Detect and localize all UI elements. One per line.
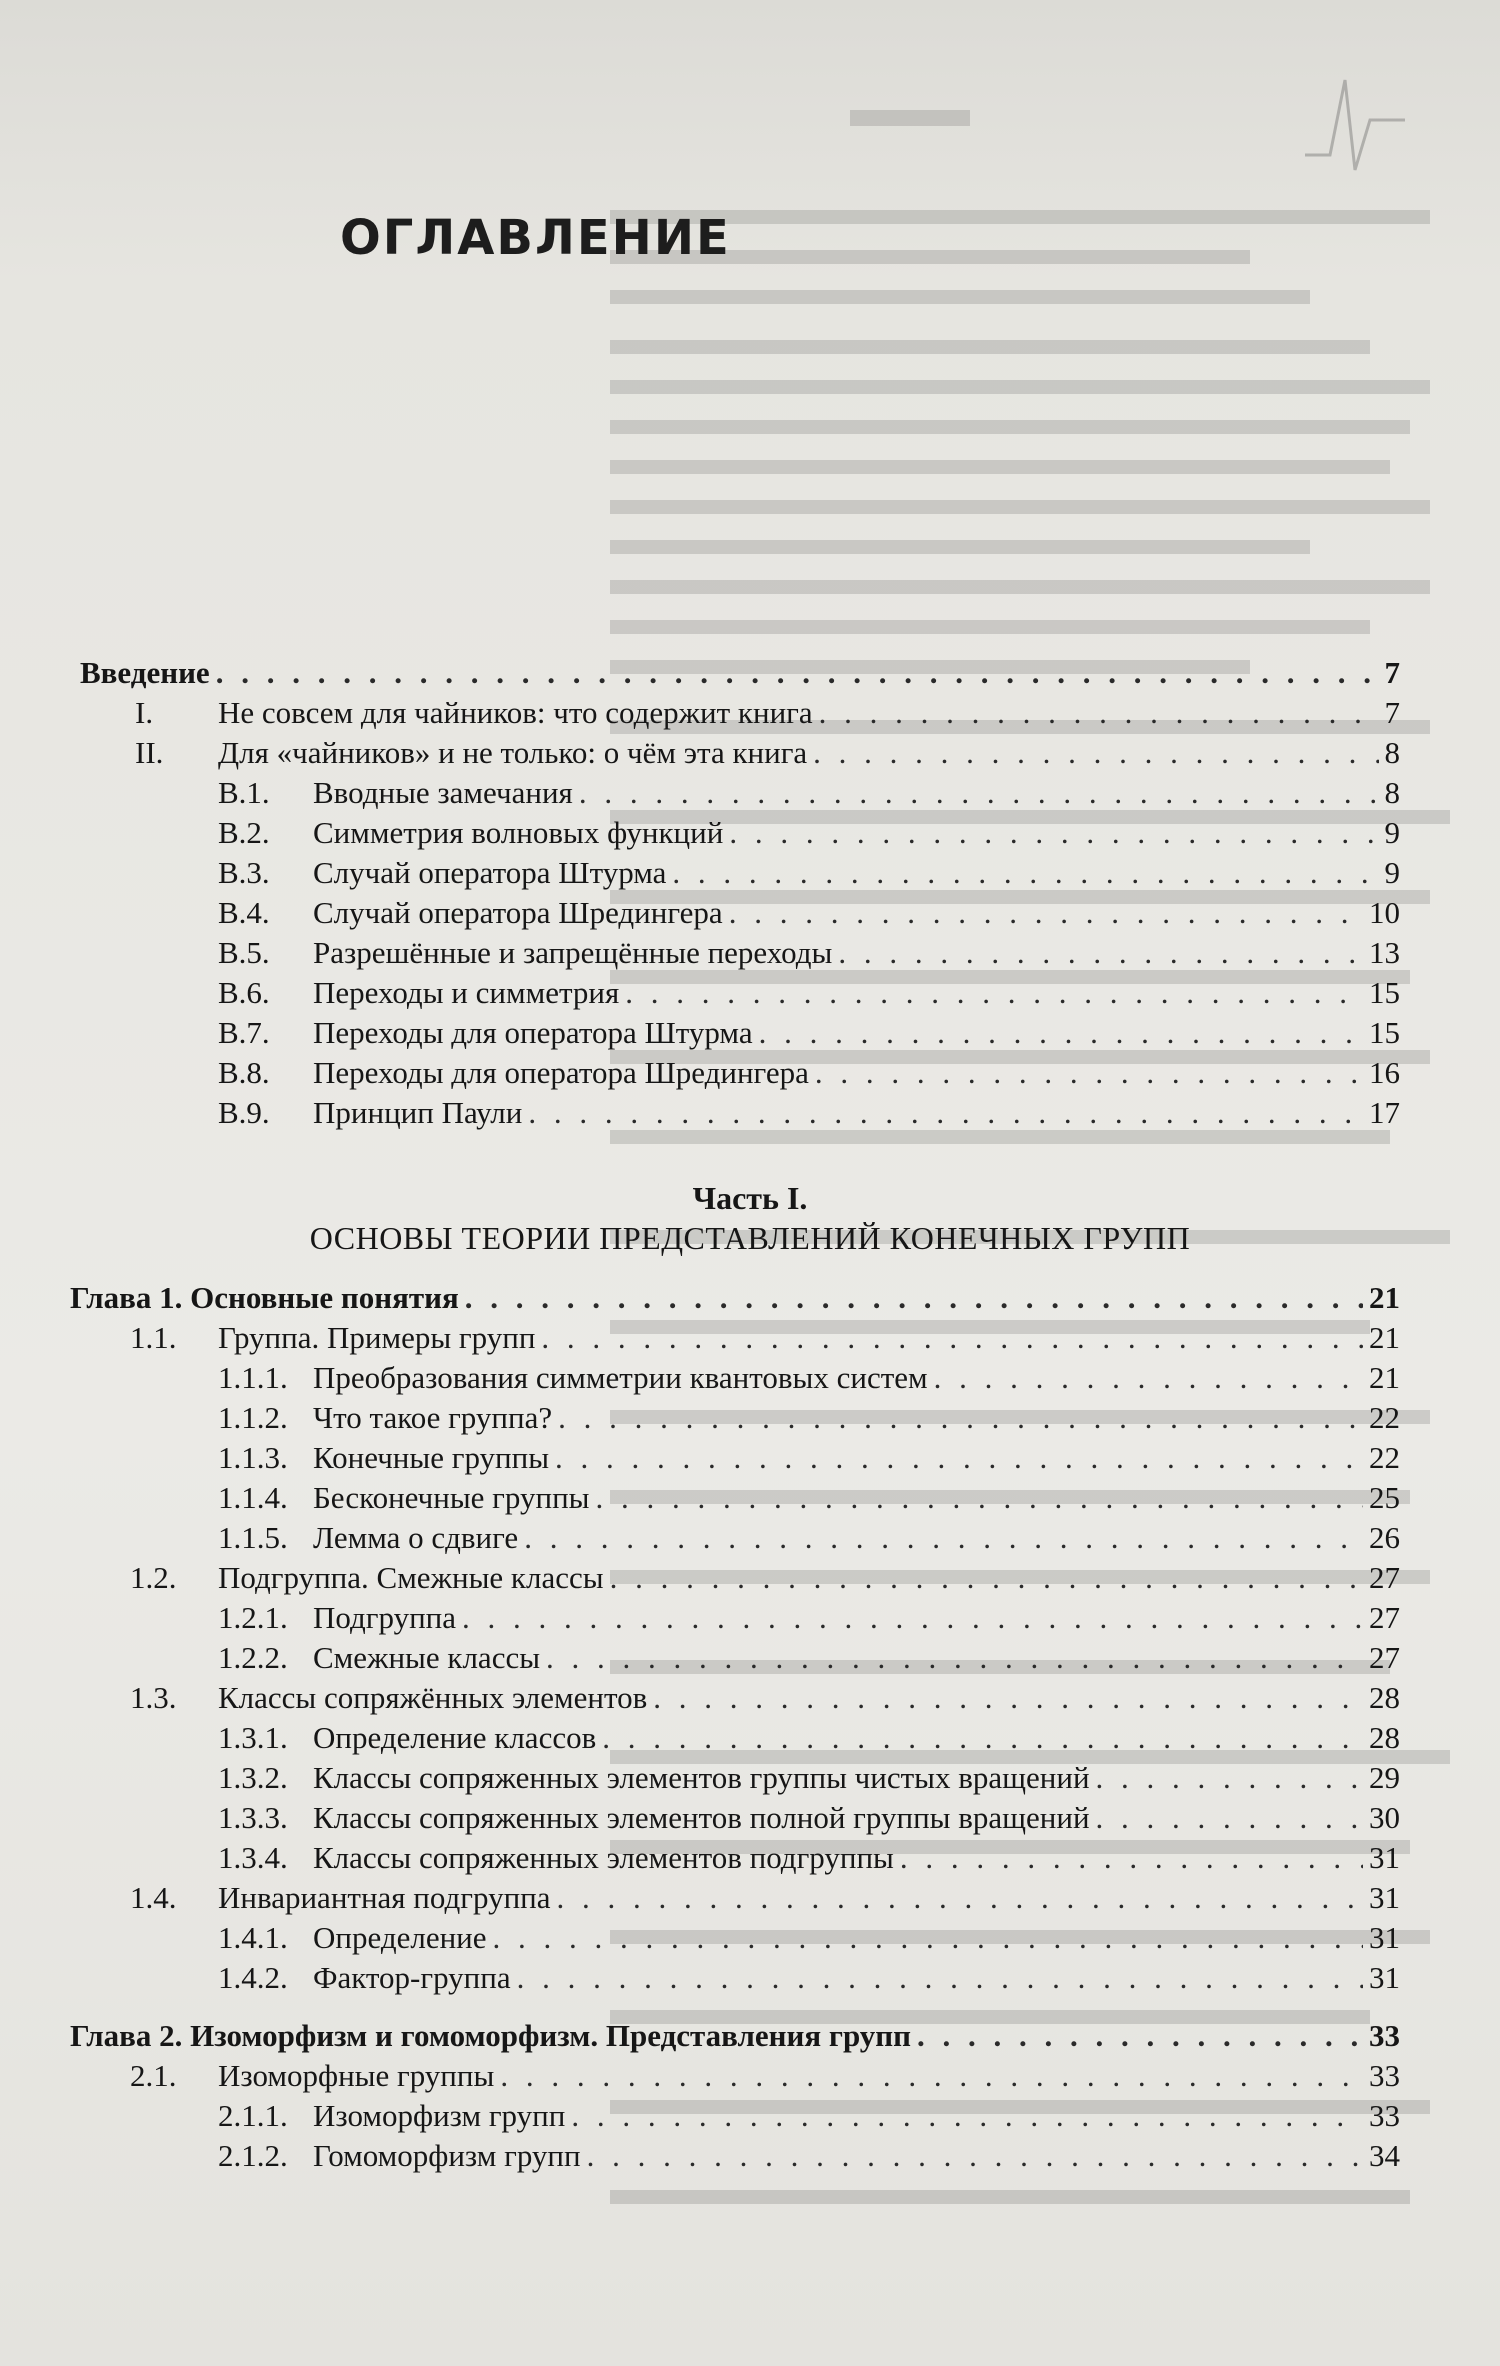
toc-title: Инвариантная подгруппа <box>218 1880 551 1915</box>
dot-leader <box>729 813 1378 853</box>
toc-subsection[interactable] <box>0 1438 1500 1478</box>
toc-title: Случай оператора Шредингера <box>313 895 723 930</box>
toc-page: 21 <box>1369 1320 1400 1355</box>
dot-leader <box>917 2016 1363 2056</box>
toc-title: Принцип Паули <box>313 1095 523 1130</box>
toc-subsection[interactable] <box>0 2136 1500 2176</box>
toc-number: B.9. <box>218 1095 270 1130</box>
toc-title: Подгруппа. Смежные классы <box>218 1560 604 1595</box>
toc-page: 22 <box>1369 1440 1400 1475</box>
dot-leader <box>813 733 1378 773</box>
toc-number: 1.4.2. <box>218 1960 288 1995</box>
toc-section[interactable] <box>0 1678 1500 1718</box>
toc-number: I. <box>135 695 154 730</box>
toc-page: 27 <box>1369 1640 1400 1675</box>
toc-number: 1.4. <box>130 1880 177 1915</box>
dot-leader <box>934 1358 1363 1398</box>
toc-title: Определение классов <box>313 1720 597 1755</box>
toc-page: 8 <box>1384 775 1400 810</box>
toc-chapter-2[interactable] <box>0 2016 1500 2056</box>
toc-title: Переходы для оператора Штурма <box>313 1015 753 1050</box>
toc-title: Лемма о сдвиге <box>313 1520 519 1555</box>
dot-leader <box>759 1013 1363 1053</box>
toc-subsection[interactable] <box>0 973 1500 1013</box>
toc-number: 1.1.3. <box>218 1440 288 1475</box>
toc-page: 34 <box>1369 2138 1400 2173</box>
toc-title: Изоморфизм групп <box>313 2098 566 2133</box>
dot-leader <box>610 1558 1363 1598</box>
toc-page: 15 <box>1369 975 1400 1010</box>
dot-leader <box>528 1093 1363 1133</box>
toc-page: 27 <box>1369 1560 1400 1595</box>
toc-subsection[interactable] <box>0 1358 1500 1398</box>
toc-page: 33 <box>1369 2098 1400 2133</box>
toc-title: Симметрия волновых функций <box>313 815 724 850</box>
toc-page: 10 <box>1369 895 1400 930</box>
toc-page: 31 <box>1369 1920 1400 1955</box>
toc-number: 1.4.1. <box>218 1920 288 1955</box>
dot-leader <box>1096 1798 1363 1838</box>
part-label: Часть I. <box>692 1180 808 1216</box>
toc-chapter-title: Глава 2. Изоморфизм и гомоморфизм. Представления групп <box>70 2018 911 2053</box>
toc-section[interactable] <box>0 733 1500 773</box>
toc-subsection[interactable] <box>0 933 1500 973</box>
dot-leader <box>819 693 1379 733</box>
toc-section[interactable] <box>0 2056 1500 2096</box>
toc-subsection[interactable] <box>0 1518 1500 1558</box>
toc-subsection[interactable] <box>0 893 1500 933</box>
toc-chapter-1[interactable] <box>0 1278 1500 1318</box>
toc-number: 1.2. <box>130 1560 177 1595</box>
dot-leader <box>558 1398 1363 1438</box>
toc-number: 1.1. <box>130 1320 177 1355</box>
toc-number: B.2. <box>218 815 270 850</box>
toc-title: Определение <box>313 1920 487 1955</box>
dot-leader <box>571 2096 1363 2136</box>
toc-subsection[interactable] <box>0 1093 1500 1133</box>
toc-subsection[interactable] <box>0 813 1500 853</box>
toc-subsection[interactable] <box>0 1013 1500 1053</box>
toc-subsection[interactable] <box>0 1398 1500 1438</box>
toc-chapter-title: Глава 1. Основные понятия <box>70 1280 459 1315</box>
toc-number: B.4. <box>218 895 270 930</box>
toc-number: 1.3. <box>130 1680 177 1715</box>
toc-number: 1.2.1. <box>218 1600 288 1635</box>
toc-page: 8 <box>1384 735 1400 770</box>
toc-subsection[interactable] <box>0 1053 1500 1093</box>
toc-number: 1.1.1. <box>218 1360 288 1395</box>
toc-title: Вводные замечания <box>313 775 573 810</box>
toc-intro[interactable] <box>0 653 1500 693</box>
toc-page: 21 <box>1369 1360 1400 1395</box>
toc-page: 15 <box>1369 1015 1400 1050</box>
toc-number: 1.3.1. <box>218 1720 288 1755</box>
toc-title: Классы сопряженных элементов полной группы вращений <box>313 1800 1090 1835</box>
page-title: ОГЛАВЛЕНИЕ <box>340 210 731 266</box>
toc-section[interactable] <box>0 1318 1500 1358</box>
toc-subsection[interactable] <box>0 1478 1500 1518</box>
toc-subsection[interactable] <box>0 1758 1500 1798</box>
toc-title: Переходы и симметрия <box>313 975 620 1010</box>
toc-page: 26 <box>1369 1520 1400 1555</box>
toc-number: 1.1.5. <box>218 1520 288 1555</box>
toc-title: Классы сопряженных элементов группы чистых вращений <box>313 1760 1090 1795</box>
dot-leader <box>524 1518 1363 1558</box>
toc-title: Смежные классы <box>313 1640 541 1675</box>
toc-chapter-page: 33 <box>1369 2018 1400 2053</box>
toc-intro-page: 7 <box>1384 655 1400 690</box>
toc-section[interactable] <box>0 1878 1500 1918</box>
toc-number: B.5. <box>218 935 270 970</box>
dot-leader <box>546 1638 1363 1678</box>
dot-leader <box>557 1878 1363 1918</box>
toc-number: 1.3.4. <box>218 1840 288 1875</box>
toc-number: B.7. <box>218 1015 270 1050</box>
toc-page: 31 <box>1369 1880 1400 1915</box>
dot-leader <box>541 1318 1363 1358</box>
dot-leader <box>1096 1758 1363 1798</box>
toc-title: Группа. Примеры групп <box>218 1320 536 1355</box>
dot-leader <box>900 1838 1363 1878</box>
toc-page: 31 <box>1369 1960 1400 1995</box>
toc-page: 28 <box>1369 1720 1400 1755</box>
toc-page: 30 <box>1369 1800 1400 1835</box>
toc-title: Не совсем для чайников: что содержит книга <box>218 695 813 730</box>
toc-title: Классы сопряженных элементов подгруппы <box>313 1840 894 1875</box>
toc-number: 2.1.1. <box>218 2098 288 2133</box>
toc-title: Переходы для оператора Шредингера <box>313 1055 809 1090</box>
toc-number: 1.1.4. <box>218 1480 288 1515</box>
toc-title: Конечные группы <box>313 1440 550 1475</box>
toc-title: Случай оператора Штурма <box>313 855 667 890</box>
toc-page: 13 <box>1369 935 1400 970</box>
toc-number: 1.3.2. <box>218 1760 288 1795</box>
toc-title: Преобразования симметрии квантовых систем <box>313 1360 928 1395</box>
toc-title: Что такое группа? <box>313 1400 553 1435</box>
toc-subsection[interactable] <box>0 1958 1500 1998</box>
toc-page: 29 <box>1369 1760 1400 1795</box>
toc-page: 25 <box>1369 1480 1400 1515</box>
dot-leader <box>500 2056 1363 2096</box>
toc-page: 17 <box>1369 1095 1400 1130</box>
toc-title: Классы сопряжённых элементов <box>218 1680 648 1715</box>
toc-subsection[interactable] <box>0 1598 1500 1638</box>
dot-leader <box>838 933 1363 973</box>
toc-number: B.8. <box>218 1055 270 1090</box>
toc-subsection[interactable] <box>0 2096 1500 2136</box>
toc-number: II. <box>135 735 164 770</box>
dot-leader <box>555 1438 1363 1478</box>
toc-subsection[interactable] <box>0 1918 1500 1958</box>
toc-page: 28 <box>1369 1680 1400 1715</box>
toc-subsection[interactable] <box>0 853 1500 893</box>
toc-title: Разрешённые и запрещённые переходы <box>313 935 833 970</box>
toc-section[interactable] <box>0 1558 1500 1598</box>
toc-page: 27 <box>1369 1600 1400 1635</box>
dot-leader <box>493 1918 1363 1958</box>
toc-page: 22 <box>1369 1400 1400 1435</box>
toc-page: 33 <box>1369 2058 1400 2093</box>
toc-title: Подгруппа <box>313 1600 457 1635</box>
toc-number: 2.1. <box>130 2058 177 2093</box>
dot-leader <box>579 773 1379 813</box>
toc-number: 1.1.2. <box>218 1400 288 1435</box>
dot-leader <box>602 1718 1363 1758</box>
toc-title: Фактор-группа <box>313 1960 511 1995</box>
toc-intro-title: Введение <box>80 655 210 690</box>
toc-title: Для «чайников» и не только: о чём эта книга <box>218 735 808 770</box>
toc-page: 31 <box>1369 1840 1400 1875</box>
toc-title: Бесконечные группы <box>313 1480 590 1515</box>
toc-title: Гомоморфизм групп <box>313 2138 581 2173</box>
toc-page: 7 <box>1384 695 1400 730</box>
toc-page: 9 <box>1384 855 1400 890</box>
toc-number: 1.3.3. <box>218 1800 288 1835</box>
toc-number: 1.2.2. <box>218 1640 288 1675</box>
toc-title: Изоморфные группы <box>218 2058 495 2093</box>
dot-leader <box>672 853 1378 893</box>
toc-number: B.3. <box>218 855 270 890</box>
bleed-through-ornament-icon <box>1300 60 1410 180</box>
dot-leader <box>517 1958 1363 1998</box>
toc-number: B.1. <box>218 775 270 810</box>
dot-leader <box>729 893 1363 933</box>
toc-subsection[interactable] <box>0 1798 1500 1838</box>
toc-number: 2.1.2. <box>218 2138 288 2173</box>
toc-page: 16 <box>1369 1055 1400 1090</box>
dot-leader <box>815 1053 1363 1093</box>
toc-section[interactable] <box>0 693 1500 733</box>
dot-leader <box>462 1598 1363 1638</box>
part-title: ОСНОВЫ ТЕОРИИ ПРЕДСТАВЛЕНИЙ КОНЕЧНЫХ ГРУПП <box>309 1220 1191 1256</box>
toc-subsection[interactable] <box>0 1718 1500 1758</box>
dot-leader <box>653 1678 1363 1718</box>
dot-leader <box>216 653 1379 693</box>
dot-leader <box>596 1478 1364 1518</box>
toc-chapter-page: 21 <box>1369 1280 1400 1315</box>
toc-subsection[interactable] <box>0 773 1500 813</box>
toc-page: 9 <box>1384 815 1400 850</box>
toc-subsection[interactable] <box>0 1838 1500 1878</box>
dot-leader <box>587 2136 1363 2176</box>
dot-leader <box>625 973 1363 1013</box>
toc-number: B.6. <box>218 975 270 1010</box>
dot-leader <box>465 1278 1363 1318</box>
toc-subsection[interactable] <box>0 1638 1500 1678</box>
